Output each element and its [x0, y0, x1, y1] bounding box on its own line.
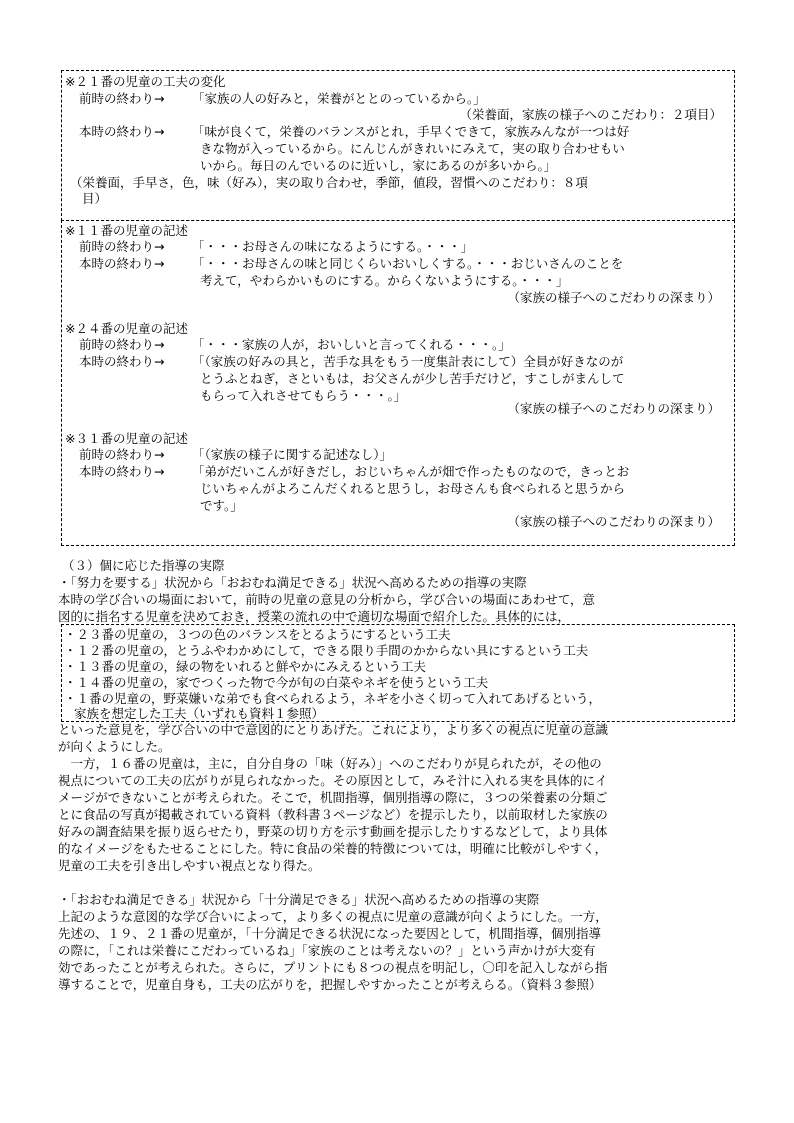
paragraph-line: 図的に指名する児童を決めておき，授業の流れの中で適切な場面で紹介した。具体的には，: [58, 609, 571, 624]
paragraph-line: 導することで，児童自身も，工夫の広がりを，把握しやすかったことが考えらる。（資料３参照）: [58, 977, 602, 992]
curr-label: 本時の終わり→: [79, 464, 165, 479]
paragraph-line: 一方，１６番の児童は，主に，自分自身の「味（好み）」へのこだわりが見られたが，その他の: [58, 756, 602, 771]
subheading-2: ・「おおむね満足できる」状況から「十分満足できる」状況へ高めるための指導の実際: [58, 892, 540, 907]
example-item: ・２３番の児童の，３つの色のバランスをとるようにするという工夫: [64, 627, 451, 642]
prev-text: 「・・・お母さんの味になるようにする。・・・」: [192, 239, 474, 254]
record-title-11: ※１１番の児童の記述: [65, 223, 188, 238]
record-note: （家族の様子へのこだわりの深まり）: [507, 401, 720, 416]
curr-text-line: 「（家族の好みの具と，苦手な具をもう一度集計表にして）全員が好きなのが: [192, 354, 624, 369]
prev-label: 前時の終わり→: [79, 91, 165, 106]
curr-label: 本時の終わり→: [79, 256, 165, 271]
curr-text-line: 考えて，やわらかいものにする。からくないようにする。・・・」: [200, 273, 569, 288]
curr-text-line: もらって入れさせてもらう・・・。」: [200, 388, 407, 403]
summary-line: （栄養面，手早さ，色，味（好み），実の取り合わせ，季節，値段，習慣へのこだわり：８項: [70, 175, 588, 190]
prev-text: 「・・・家族の人が，おいしいと言ってくれる・・・。」: [192, 337, 511, 352]
prev-label: 前時の終わり→: [79, 447, 165, 462]
curr-text-line: きな物が入っているから。にんじんがきれいにみえて，実の取り合わせもい: [200, 141, 625, 156]
paragraph-line: 視点についての工夫の広がりが見られなかった。その原因として，みそ汁に入れる実を具体的にイ: [58, 773, 608, 788]
section-heading: （３）個に応じた指導の実際: [62, 558, 225, 573]
paragraph-line: が向くようにした。: [58, 739, 171, 754]
paragraph-line: といった意見を，学び合いの中で意図的にとりあげた。これにより，より多くの視点に児童の意識: [58, 722, 609, 737]
record-note: （家族の様子へのこだわりの深まり）: [507, 290, 720, 305]
curr-text-line: いから。毎日のんでいるのに近いし，家にあるのが多いから。」: [200, 158, 557, 173]
example-item: ・１２番の児童の，とうふやわかめにして，できる限り手間のかからない具にするという工夫: [64, 643, 589, 658]
record-title-31: ※３１番の児童の記述: [65, 431, 188, 446]
prev-note: （栄養面，家族の様子へのこだわり：２項目）: [459, 107, 722, 122]
paragraph-line: 好みの調査結果を振り返らせたり，野菜の切り方を示す動画を提示したりするなどして，より具体: [58, 824, 608, 839]
student-21-box: [61, 70, 735, 221]
paragraph-line: 先述の、１９、２１番の児童が，「十分満足できる状況になった要因として，机間指導，個別指導: [58, 926, 602, 941]
paragraph-line: 効であったことが考えられた。さらに，プリントにも８つの視点を明記し，〇印を記入しながら指: [58, 960, 608, 975]
example-item: ・１３番の児童の，緑の物をいれると鮮やかにみえるという工夫: [64, 659, 427, 674]
summary-line: 目）: [82, 191, 108, 206]
prev-label: 前時の終わり→: [79, 239, 165, 254]
example-item: 家族を想定した工夫（いずれも資料１参照）: [74, 706, 325, 721]
subheading-1: ・「努力を要する」状況から「おおむね満足できる」状況へ高めるための指導の実際: [58, 575, 527, 590]
paragraph-line: 的なイメージをもたせることにした。特に食品の栄養的特徴については，明確に比較がしやすく，: [58, 841, 608, 856]
paragraph-line: の際に，「これは栄養にこだわっているね」「家族のことは考えないの？」という声かけが大変有: [58, 943, 596, 958]
paragraph-line: 上記のような意図的な学び合いによって，より多くの視点に児童の意識が向くようにした。一方，: [58, 909, 608, 924]
curr-text-line: じいちゃんがよろこんだくれると思うし，お母さんも食べられると思うから: [200, 481, 626, 496]
paragraph-line: 本時の学び合いの場面において，前時の児童の意見の分析から，学び合いの場面にあわせて，意: [58, 592, 596, 607]
paragraph-line: とに食品の写真が掲載されている資料（教科書３ページなど）を提示したり，以前取材した家族の: [58, 807, 608, 822]
prev-text: 「家族の人の好みと，栄養がととのっているから。」: [192, 91, 486, 106]
curr-text-line: 「味が良くて，栄養のバランスがとれ，手早くできて，家族みんなが一つは好: [192, 124, 630, 139]
box-title: ※２１番の児童の工夫の変化: [65, 74, 226, 89]
curr-label: 本時の終わり→: [79, 354, 165, 369]
example-item: ・１４番の児童の，家でつくった物で今が旬の白菜やネギを使うという工夫: [64, 675, 489, 690]
curr-label: 本時の終わり→: [79, 124, 165, 139]
paragraph-line: メージができないことが考えられた。そこで，机間指導，個別指導の際に，３つの栄養素の分類ご: [58, 790, 608, 805]
example-item: ・１番の児童の，野菜嫌いな弟でも食べられるよう，ネギを小さく切って入れてあげるという，: [64, 691, 602, 706]
curr-text-line: 「・・・お母さんの味と同じくらいおいしくする。・・・おじいさんのことを: [192, 256, 624, 271]
prev-label: 前時の終わり→: [79, 337, 165, 352]
record-title-24: ※２４番の児童の記述: [65, 321, 188, 336]
record-note: （家族の様子へのこだわりの深まり）: [507, 514, 720, 529]
student-records-box: [61, 220, 735, 546]
curr-text-line: とうふとねぎ，さといもは，お父さんが少し苦手だけど，すこしがまんして: [200, 371, 625, 386]
examples-box: [61, 624, 735, 722]
curr-text-line: 「弟がだいこんが好きだし，おじいちゃんが畑で作ったものなので，きっとお: [192, 464, 630, 479]
prev-text: 「（家族の様子に関する記述なし）」: [192, 447, 393, 462]
curr-text-line: です。」: [200, 498, 243, 513]
paragraph-line: 児童の工夫を引き出しやすい視点となり得た。: [58, 858, 321, 873]
